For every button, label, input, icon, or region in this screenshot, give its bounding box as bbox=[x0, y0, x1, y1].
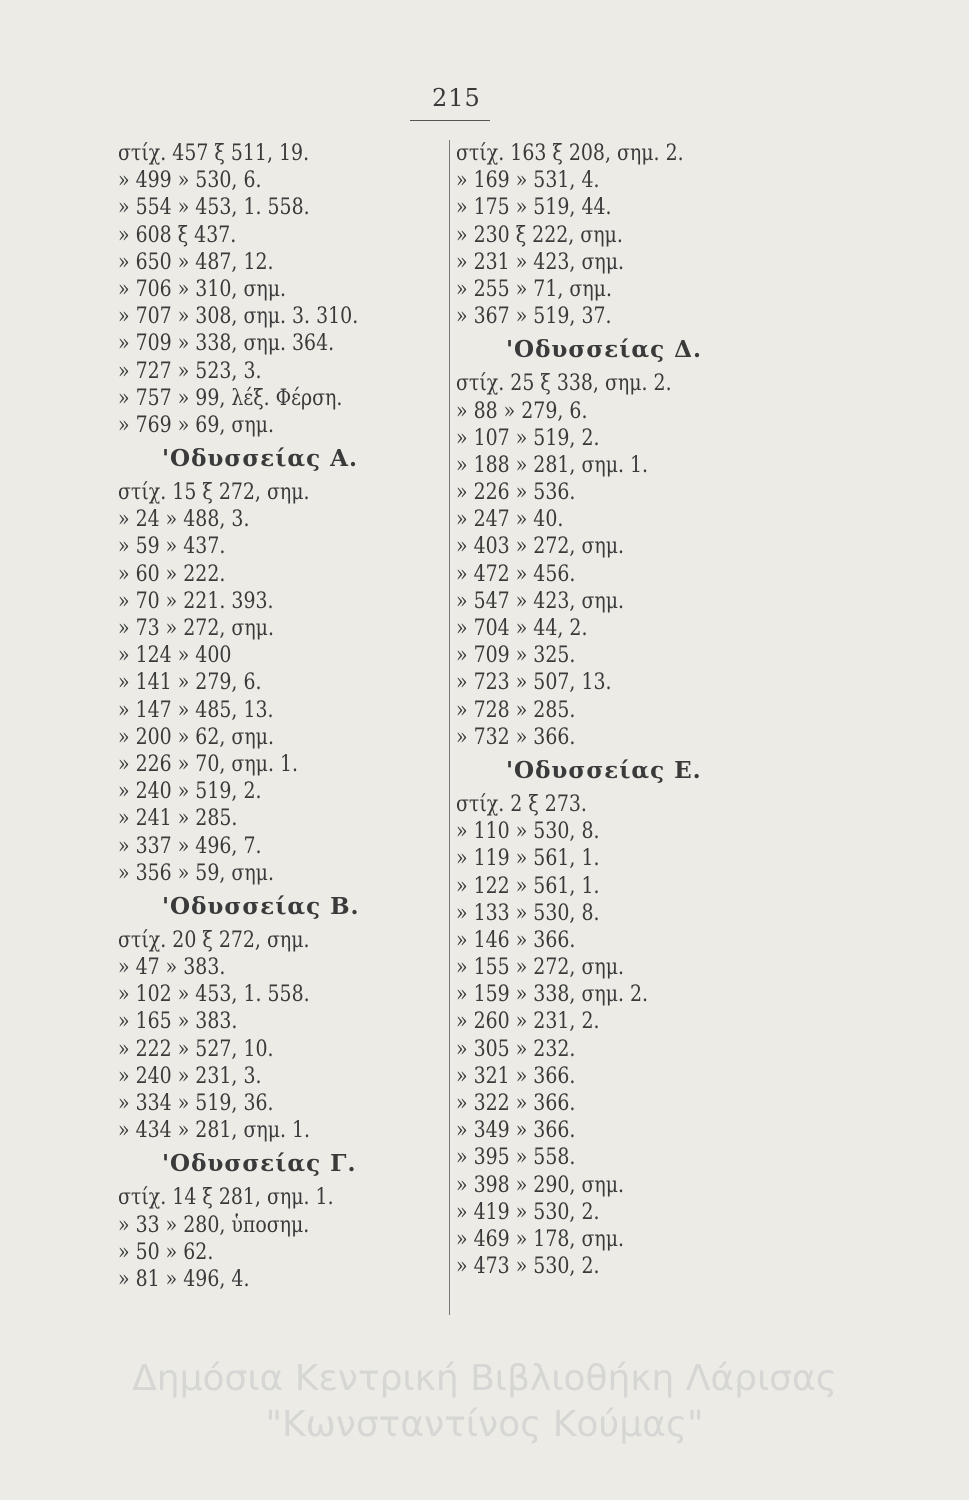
index-entry: » 107 » 519, 2. bbox=[456, 425, 600, 451]
index-entry: » 356 » 59, σημ. bbox=[118, 860, 274, 886]
page-number: 215 bbox=[432, 84, 481, 112]
index-entry: » 403 » 272, σημ. bbox=[456, 534, 625, 560]
index-entry: στίχ. 2 ξ 273. bbox=[456, 791, 587, 817]
library-watermark-line2: "Κωνσταντίνος Κούμας" bbox=[265, 1404, 704, 1445]
index-entry: » 33 » 280, ὑποσημ. bbox=[118, 1212, 310, 1238]
index-entry: » 469 » 178, σημ. bbox=[456, 1226, 625, 1252]
index-entry: » 255 » 71, σημ. bbox=[456, 276, 612, 302]
index-entry: » 706 » 310, σημ. bbox=[118, 276, 287, 302]
index-entry: » 499 » 530, 6. bbox=[118, 168, 262, 194]
index-entry: » 102 » 453, 1. 558. bbox=[118, 982, 310, 1008]
index-entry: » 155 » 272, σημ. bbox=[456, 955, 625, 981]
index-entry: » 47 » 383. bbox=[118, 955, 226, 981]
left-index-column bbox=[118, 140, 448, 1293]
index-entry: » 349 » 366. bbox=[456, 1118, 576, 1144]
index-entry: στίχ. 14 ξ 281, σημ. 1. bbox=[118, 1185, 334, 1211]
index-entry: » 240 » 231, 3. bbox=[118, 1063, 262, 1089]
index-entry: » 169 » 531, 4. bbox=[456, 168, 600, 194]
index-entry: » 24 » 488, 3. bbox=[118, 507, 250, 533]
index-entry: » 70 » 221. 393. bbox=[118, 588, 274, 614]
index-entry: » 321 » 366. bbox=[456, 1063, 576, 1089]
index-entry: » 709 » 338, σημ. 364. bbox=[118, 331, 335, 357]
index-entry: » 334 » 519, 36. bbox=[118, 1091, 274, 1116]
index-entry: » 188 » 281, σημ. 1. bbox=[456, 452, 649, 478]
index-entry: στίχ. 20 ξ 272, σημ. bbox=[118, 927, 310, 953]
index-entry: » 367 » 519, 37. bbox=[456, 304, 612, 330]
index-entry: » 159 » 338, σημ. 2. bbox=[456, 982, 649, 1008]
index-entry: » 757 » 99, λέξ. Φέρση. bbox=[118, 385, 343, 411]
index-entry: » 728 » 285. bbox=[456, 697, 576, 723]
index-entry: » 50 » 62. bbox=[118, 1239, 214, 1265]
library-watermark-line1: Δημόσια Κεντρική Βιβλιοθήκη Λάρισας bbox=[132, 1358, 837, 1399]
section-heading: 'Οδυσσείας Ε. bbox=[506, 756, 702, 784]
index-entry: » 241 » 285. bbox=[118, 806, 238, 832]
index-entry: » 200 » 62, σημ. bbox=[118, 724, 274, 750]
index-entry: » 165 » 383. bbox=[118, 1009, 238, 1035]
index-entry: » 554 » 453, 1. 558. bbox=[118, 195, 310, 221]
section-heading: 'Οδυσσείας Α. bbox=[162, 445, 358, 473]
index-entry: » 305 » 232. bbox=[456, 1036, 576, 1062]
index-entry: » 122 » 561, 1. bbox=[456, 873, 600, 899]
index-entry: » 434 » 281, σημ. 1. bbox=[118, 1118, 311, 1144]
index-entry: » 147 » 485, 13. bbox=[118, 697, 274, 723]
index-entry: » 231 » 423, σημ. bbox=[456, 249, 625, 275]
index-entry: » 260 » 231, 2. bbox=[456, 1009, 600, 1035]
index-entry: » 240 » 519, 2. bbox=[118, 779, 262, 805]
index-entry: » 119 » 561, 1. bbox=[456, 846, 600, 872]
column-divider bbox=[449, 140, 450, 1315]
index-entry: » 222 » 527, 10. bbox=[118, 1036, 274, 1062]
section-heading: 'Οδυσσείας Δ. bbox=[506, 336, 702, 364]
index-entry: » 608 ξ 437. bbox=[118, 222, 237, 248]
index-entry: » 419 » 530, 2. bbox=[456, 1199, 600, 1225]
index-entry: » 650 » 487, 12. bbox=[118, 249, 274, 275]
index-entry: » 124 » 400 bbox=[118, 643, 232, 669]
index-entry: » 81 » 496, 4. bbox=[118, 1266, 250, 1292]
index-entry: » 472 » 456. bbox=[456, 561, 576, 587]
index-entry: στίχ. 15 ξ 272, σημ. bbox=[118, 480, 310, 506]
index-entry: » 226 » 70, σημ. 1. bbox=[118, 751, 299, 777]
index-entry: » 707 » 308, σημ. 3. 310. bbox=[118, 304, 359, 330]
index-entry: » 337 » 496, 7. bbox=[118, 833, 262, 859]
index-entry: » 175 » 519, 44. bbox=[456, 195, 612, 221]
index-entry: » 322 » 366. bbox=[456, 1091, 576, 1116]
index-entry: » 395 » 558. bbox=[456, 1145, 576, 1171]
index-entry: » 88 » 279, 6. bbox=[456, 398, 588, 424]
index-entry: » 141 » 279, 6. bbox=[118, 670, 262, 696]
index-entry: » 73 » 272, σημ. bbox=[118, 616, 274, 641]
index-entry: » 230 ξ 222, σημ. bbox=[456, 222, 623, 248]
index-entry: στίχ. 163 ξ 208, σημ. 2. bbox=[456, 141, 684, 166]
index-entry: » 133 » 530, 8. bbox=[456, 900, 600, 926]
index-entry: » 709 » 325. bbox=[456, 643, 576, 669]
index-entry: » 110 » 530, 8. bbox=[456, 819, 600, 845]
index-entry: » 769 » 69, σημ. bbox=[118, 412, 274, 438]
index-entry: » 226 » 536. bbox=[456, 480, 576, 506]
index-entry: » 732 » 366. bbox=[456, 724, 576, 750]
index-entry: » 473 » 530, 2. bbox=[456, 1254, 600, 1280]
index-entry: » 146 » 366. bbox=[456, 927, 576, 953]
index-entry: » 727 » 523, 3. bbox=[118, 358, 262, 384]
index-entry: στίχ. 25 ξ 338, σημ. 2. bbox=[456, 371, 672, 397]
index-entry: » 60 » 222. bbox=[118, 561, 226, 587]
section-heading: 'Οδυσσείας Γ. bbox=[162, 1150, 357, 1178]
index-entry: » 704 » 44, 2. bbox=[456, 616, 588, 641]
index-entry: » 398 » 290, σημ. bbox=[456, 1172, 625, 1198]
index-entry: » 723 » 507, 13. bbox=[456, 670, 612, 696]
page-number-rule bbox=[410, 120, 490, 121]
index-entry: στίχ. 457 ξ 511, 19. bbox=[118, 141, 310, 166]
right-index-column bbox=[456, 140, 756, 1280]
index-entry: » 59 » 437. bbox=[118, 534, 226, 560]
section-heading: 'Οδυσσείας Β. bbox=[162, 892, 360, 920]
index-entry: » 547 » 423, σημ. bbox=[456, 588, 625, 614]
index-entry: » 247 » 40. bbox=[456, 507, 564, 533]
